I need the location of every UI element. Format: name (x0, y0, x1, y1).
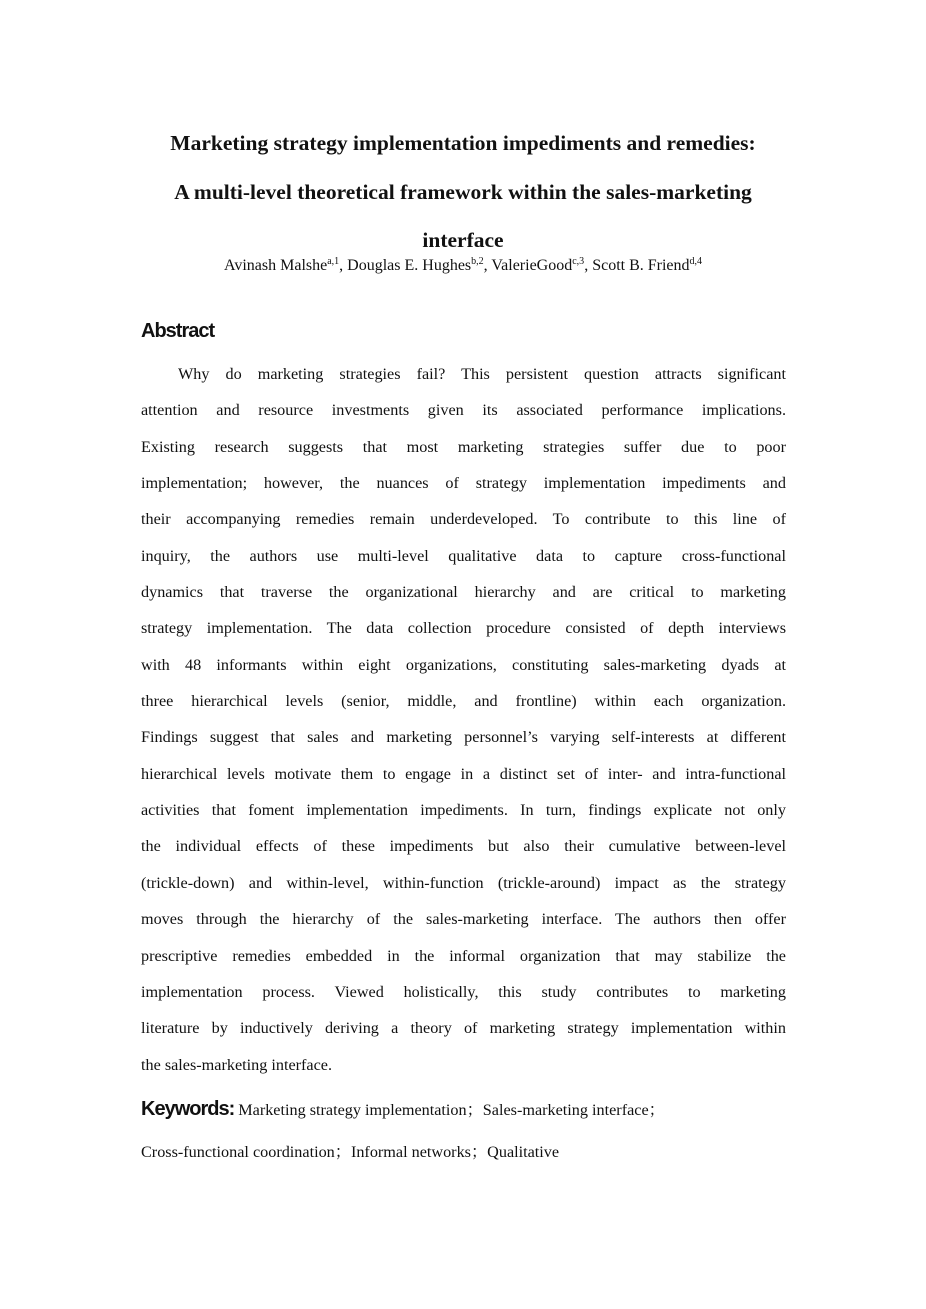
author-affiliation: a,1 (327, 256, 340, 267)
abstract-body (141, 356, 786, 1083)
author-name: Avinash Malshe (223, 257, 328, 274)
title-line: A multi-level theoretical framework within the sales-marketing (174, 179, 752, 204)
title-line: Marketing strategy implementation impediments and remedies: (170, 131, 756, 155)
abstract-line: strategy implementation. The data collection procedure consisted of depth interviews (141, 619, 786, 638)
abstract-line: Existing research suggests that most marketing strategies suffer due to poor (141, 437, 786, 456)
abstract-line: literature by inductively deriving a theory of marketing strategy implementation within (141, 1019, 786, 1038)
author-name: ValerieGood (491, 257, 573, 274)
abstract-line: (trickle-down) and within-level, within-function (trickle-around) impact as the strategy (141, 873, 786, 892)
abstract-line: the individual effects of these impediments but also their cumulative between-level (141, 837, 786, 856)
author-affiliation: c,3 (572, 256, 585, 267)
abstract-line: implementation process. Viewed holistically, this study contributes to marketing (141, 982, 786, 1001)
abstract-line: their accompanying remedies remain underdeveloped. To contribute to this line of (141, 510, 786, 529)
abstract-line: activities that foment implementation impediments. In turn, findings explicate not only (141, 801, 786, 820)
author-separator: , (483, 257, 492, 274)
keywords-line (141, 1094, 665, 1125)
author-affiliation: b,2 (471, 256, 484, 267)
abstract-line: moves through the hierarchy of the sales-marketing interface. The authors then offer (141, 910, 786, 929)
author-list (0, 256, 926, 276)
abstract-line: implementation; however, the nuances of strategy implementation impediments and (141, 474, 786, 493)
keywords-text: Cross-functional coordination；Informal networks；Qualitative (141, 1143, 560, 1161)
title-line: interface (422, 228, 504, 252)
abstract-line: prescriptive remedies embedded in the informal organization that may stabilize the (141, 946, 786, 965)
abstract-line: three hierarchical levels (senior, middle, and frontline) within each organization. (141, 692, 786, 711)
abstract-line: with 48 informants within eight organizations, constituting sales-marketing dyads at (141, 655, 786, 674)
keywords-line (141, 1137, 559, 1167)
keywords-label: Keywords: (141, 1098, 235, 1120)
author-separator: , (339, 257, 348, 274)
paper-title (100, 119, 826, 265)
author-name: Douglas E. Hughes (347, 257, 472, 274)
abstract-line: Why do marketing strategies fail? This persistent question attracts significant (178, 365, 786, 383)
author-affiliation: d,4 (689, 256, 703, 267)
abstract-heading: Abstract (141, 320, 215, 342)
abstract-line: attention and resource investments given its associated performance implications. (141, 401, 786, 420)
abstract-line: inquiry, the authors use multi-level qualitative data to capture cross-functional (141, 546, 786, 565)
author-separator: , (584, 257, 593, 274)
author-name: Scott B. Friend (592, 257, 690, 274)
abstract-line: hierarchical levels motivate them to engage in a distinct set of inter- and intra-functional (141, 764, 786, 783)
keywords-text: Marketing strategy implementation；Sales-marketing interface； (238, 1101, 665, 1119)
abstract-line: dynamics that traverse the organizational hierarchy and are critical to marketing (141, 583, 786, 602)
abstract-line: Findings suggest that sales and marketing personnel’s varying self-interests at different (141, 728, 786, 747)
abstract-line: the sales-marketing interface. (141, 1055, 333, 1074)
